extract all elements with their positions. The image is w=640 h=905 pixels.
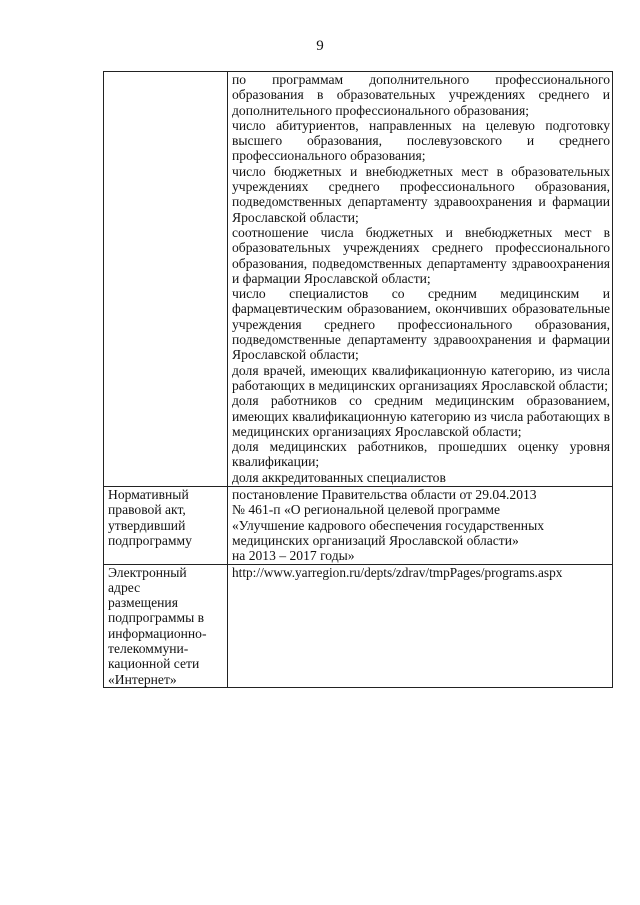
- row-label-cell: [104, 72, 228, 487]
- value-line: медицинских организаций Ярославской области»: [232, 532, 519, 548]
- indicator-item: соотношение числа бюджетных и внебюджетных мест в образовательных учреждениях среднего профессионального образования, подведомственных департаменту здравоохранения и фармации Ярославской области;: [232, 224, 610, 286]
- program-url-link[interactable]: http://www.yarregion.ru/depts/zdrav/tmpPages/programs.aspx: [232, 564, 563, 580]
- program-passport-table: [103, 71, 613, 688]
- indicator-item: доля медицинских работников, прошедших оценку уровня квалификации;: [232, 439, 610, 470]
- value-line: постановление Правительства области от 29.04.2013: [232, 487, 537, 503]
- label-line: кационной сети: [108, 656, 200, 672]
- table-row: [104, 564, 613, 687]
- table-row: [104, 487, 613, 564]
- legal-act-label: [104, 487, 228, 564]
- indicator-item: число бюджетных и внебюджетных мест в образовательных учреждениях среднего профессионального образования, подведомственных департаменту здравоохранения и фармации Ярославской области;: [232, 163, 610, 225]
- value-line: на 2013 – 2017 годы»: [232, 548, 355, 564]
- label-line: подпрограммы в: [108, 610, 205, 626]
- indicators-cell: [228, 72, 613, 487]
- page-number: 9: [316, 38, 324, 54]
- indicator-item: доля работников со средним медицинским образованием, имеющих квалификационную категорию из числа работающих в медицинских организациях Ярославской области;: [232, 393, 610, 439]
- indicator-item: число абитуриентов, направленных на целевую подготовку высшего образования, послевузовского и среднего профессионального образования;: [232, 117, 610, 164]
- label-line: телекоммуни-: [108, 640, 189, 656]
- web-address-value: [228, 564, 613, 687]
- indicator-item: доля аккредитованных специалистов: [232, 469, 446, 485]
- label-line: подпрограмму: [108, 532, 192, 548]
- label-line: Электронный: [108, 564, 187, 580]
- indicator-item: число специалистов со средним медицинским и фармацевтическим образованием, окончивших образовательные учреждения среднего профессионального образования, подведомственные департаменту здравоохранения и фармации Ярославской области;: [232, 286, 610, 363]
- label-line: «Интернет»: [108, 671, 177, 687]
- web-address-label: [104, 564, 228, 687]
- indicator-item: доля врачей, имеющих квалификационную категорию, из числа работающих в медицинских организациях Ярославской области;: [232, 362, 610, 393]
- table-row: [104, 72, 613, 487]
- legal-act-value: [228, 487, 613, 564]
- value-line: № 461-п «О региональной целевой программе: [232, 502, 501, 518]
- label-line: правовой акт,: [108, 502, 186, 518]
- indicator-item: по программам дополнительного профессионального образования в образовательных учреждениях среднего и дополнительного профессионального образования;: [232, 72, 610, 118]
- label-line: размещения: [108, 595, 178, 611]
- label-line: Нормативный: [108, 487, 189, 503]
- label-line: информационно-: [108, 625, 207, 641]
- value-line: «Улучшение кадрового обеспечения государственных: [232, 517, 545, 533]
- label-line: адрес: [108, 579, 141, 595]
- label-line: утвердивший: [108, 517, 186, 533]
